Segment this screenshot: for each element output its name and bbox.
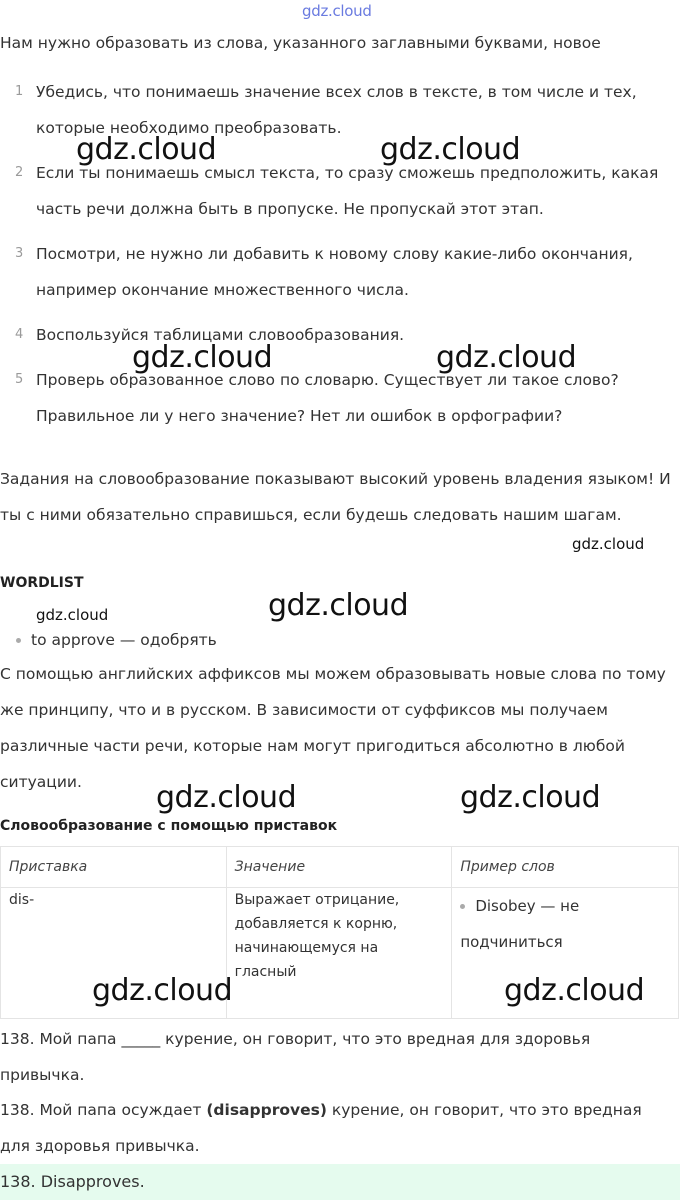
affixes-text: С помощью английских аффиксов мы можем образовывать новые слова по тому же принципу, что и в русском. В зависимости от суффиксов мы получаем различные части речи, которые нам могут пригодиться абсолютно в любой ситуации. [0,665,666,791]
task-full-answer [0,1092,672,1164]
step-item [0,362,680,434]
task-question: 138. Мой папа _____ курение, он говорит, что это вредная для здоровья привычка. [0,1030,591,1084]
watermark: gdz.cloud [268,588,409,623]
watermark: gdz.cloud [92,973,233,1008]
step-number: 1 [15,84,24,99]
step-text: Если ты понимаешь смысл текста, то сразу сможешь предположить, какая часть речи должна быть в пропуске. Не пропускай этот этап. [36,164,659,218]
watermark: gdz.cloud [380,132,521,167]
step-number: 4 [15,327,24,342]
step-number: 2 [15,165,24,180]
header-example: Пример слов [452,847,679,888]
table-header-row [1,847,679,888]
answer-part-before: 138. Мой папа осуждает [0,1101,207,1119]
watermark: gdz.cloud [572,535,645,553]
conclusion-text: Задания на словообразование показывают высокий уровень владения языком! И ты с ними обязательно справишься, если будешь следовать нашим шагам. [0,470,671,524]
answer-highlight: 138. Disapproves. [0,1164,680,1200]
step-item [0,317,680,353]
wordlist-item-text: to approve — одобрять [31,631,217,649]
step-text: Убедись, что понимаешь значение всех слов в тексте, в том числе и тех, которые необходимо преобразовать. [36,83,637,137]
step-item [0,236,680,308]
step-text: Воспользуйся таблицами словообразования. [36,326,405,344]
watermark: gdz.cloud [76,132,217,167]
step-text: Посмотри, не нужно ли добавить к новому слову какие-либо окончания, например окончание множественного числа. [36,245,633,299]
intro-text: Нам нужно образовать из слова, указанного заглавными буквами, новое [0,34,601,52]
step-number: 3 [15,246,24,261]
cell-meaning: Выражает отрицание, добавляется к корню, начинающемуся на гласный [226,888,452,1019]
step-number: 5 [15,372,24,387]
watermark: gdz.cloud [436,340,577,375]
watermark-top: gdz.cloud [302,2,372,20]
answer-part-after: курение, он говорит, что это вредная для здоровья привычка. [0,1101,642,1155]
wordlist-heading: WORDLIST [0,575,84,591]
header-meaning: Значение [226,847,452,888]
steps-list [0,74,680,443]
watermark: gdz.cloud [132,340,273,375]
cell-prefix: dis- [1,888,227,1019]
header-prefix: Приставка [1,847,227,888]
bullet-icon [460,904,465,909]
table-heading: Словообразование с помощью приставок [0,818,338,834]
answer-part-bold: (disapproves) [206,1101,327,1119]
watermark: gdz.cloud [36,606,109,624]
step-text: Проверь образованное слово по словарю. Существует ли такое слово? Правильное ли у него значение? Нет ли ошибок в орфографии? [36,371,619,425]
example-text: Disobey — не подчиниться [460,897,580,951]
bullet-icon [16,638,21,643]
wordlist-item [16,626,217,654]
watermark: gdz.cloud [156,780,297,815]
watermark: gdz.cloud [460,780,601,815]
watermark: gdz.cloud [504,973,645,1008]
